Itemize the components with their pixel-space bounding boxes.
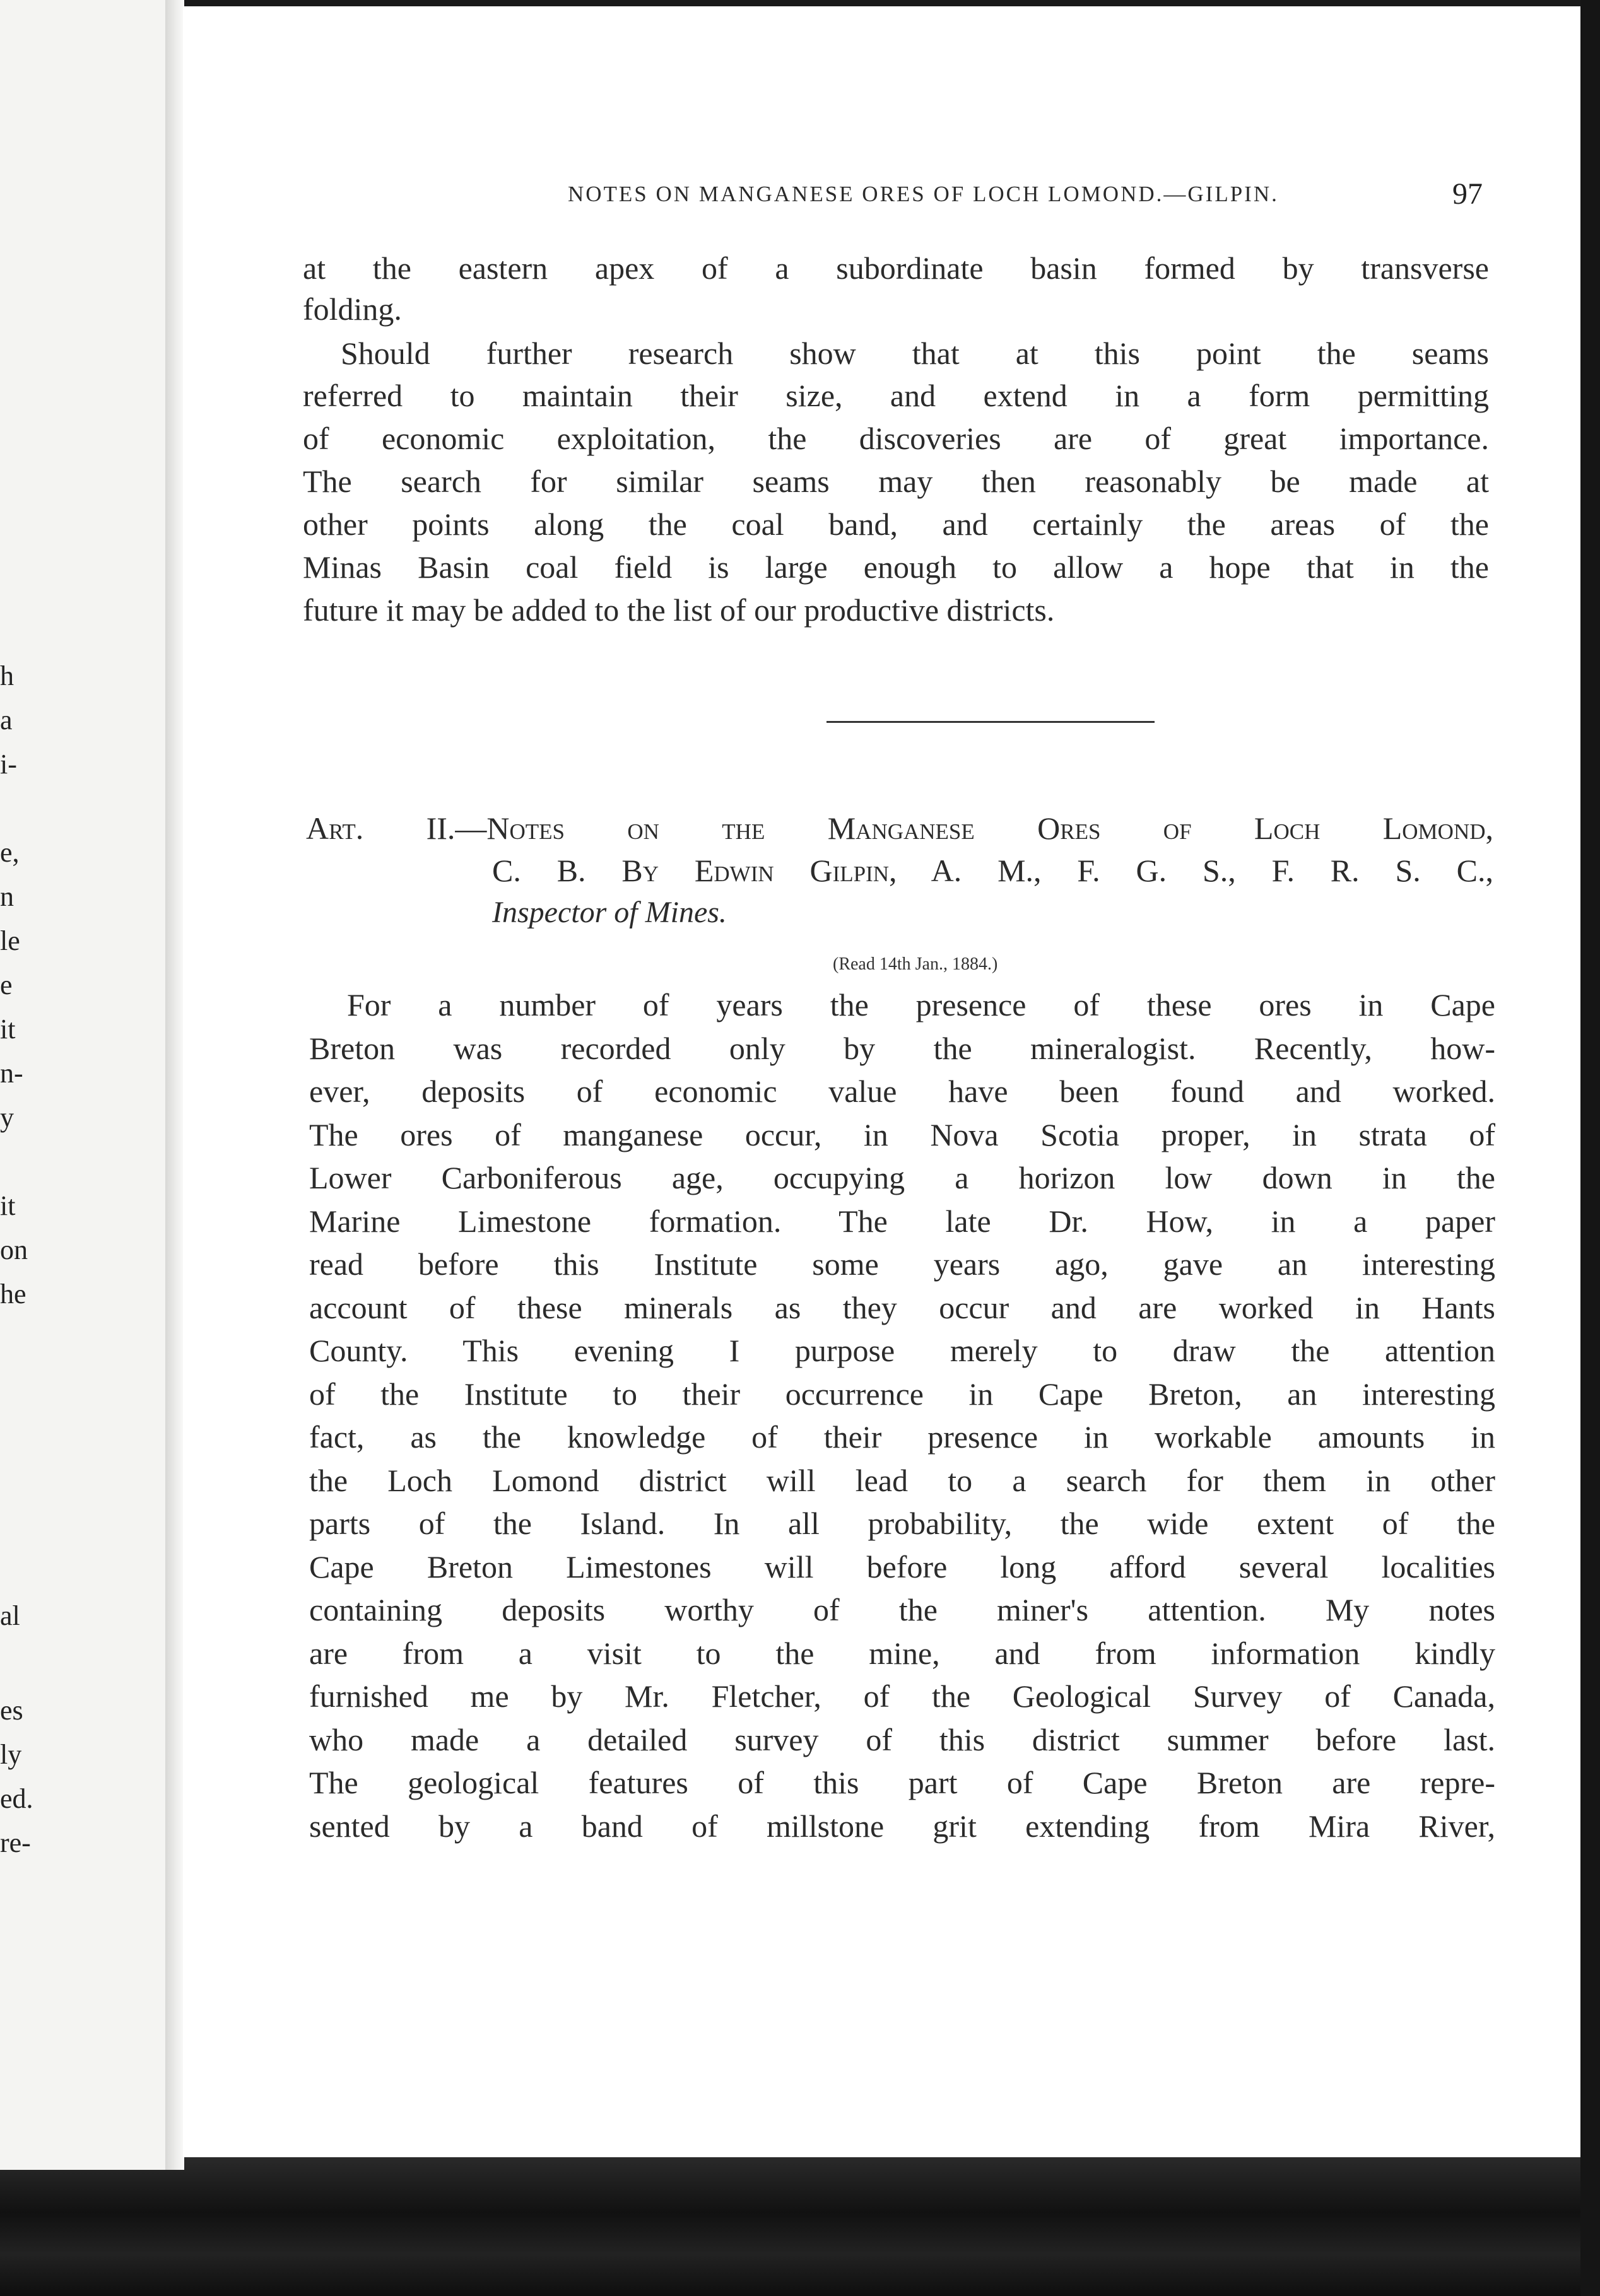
facing-page-fragment: h xyxy=(0,660,14,691)
text-line: containing deposits worthy of the miner's attention. My notes xyxy=(309,1592,1495,1627)
text-line: County. This evening I purpose merely to draw the attention xyxy=(309,1333,1495,1368)
text-line: fact, as the knowledge of their presence in workable amounts in xyxy=(309,1419,1495,1455)
text-line: other points along the coal band, and certainly the areas of the xyxy=(303,507,1489,542)
section-divider-rule xyxy=(826,721,1155,723)
page-number: 97 xyxy=(1452,177,1483,211)
facing-page-fragment: re- xyxy=(0,1827,31,1858)
facing-page-fragment: e, xyxy=(0,837,20,868)
facing-page-fragment: al xyxy=(0,1600,20,1631)
facing-page-fragment: es xyxy=(0,1695,23,1726)
text-line: referred to maintain their size, and extend in a form permitting xyxy=(303,378,1489,413)
text-line: Should further research show that at this point the seams xyxy=(341,336,1489,371)
facing-page-fragment: it xyxy=(0,1014,16,1045)
scan-background-right xyxy=(1580,0,1600,2296)
text-line: of the Institute to their occurrence in Cape Breton, an interesting xyxy=(309,1376,1495,1412)
facing-page-fragment: e xyxy=(0,969,13,1000)
facing-page-fragment: ed. xyxy=(0,1783,33,1814)
text-line: Minas Basin coal field is large enough to allow a hope that in the xyxy=(303,549,1489,585)
facing-page-fragment: le xyxy=(0,925,20,956)
text-line: parts of the Island. In all probability, the wide extent of the xyxy=(309,1506,1495,1541)
text-line: Marine Limestone formation. The late Dr. How, in a paper xyxy=(309,1204,1495,1239)
author-role: Inspector of Mines. xyxy=(492,896,727,929)
facing-page-fragment: y xyxy=(0,1102,14,1133)
facing-page-fragment: n- xyxy=(0,1058,23,1089)
text-line: the Loch Lomond district will lead to a search for them in other xyxy=(309,1463,1495,1498)
text-line: are from a visit to the mine, and from information kindly xyxy=(309,1636,1495,1671)
facing-page-fragment: a xyxy=(0,705,13,735)
facing-page-fragment: n xyxy=(0,881,14,912)
book-page xyxy=(183,6,1580,2157)
text-line: future it may be added to the list of our productive districts. xyxy=(303,592,1055,628)
facing-page-fragment: it xyxy=(0,1190,16,1221)
facing-page-fragment: i- xyxy=(0,749,17,780)
text-line: Breton was recorded only by the mineralogist. Recently, how- xyxy=(309,1031,1495,1066)
page-gutter xyxy=(165,0,184,2170)
text-line: folding. xyxy=(303,291,402,327)
text-line: The ores of manganese occur, in Nova Scotia proper, in strata of xyxy=(309,1117,1495,1152)
facing-page-edge xyxy=(0,0,167,2170)
text-line: read before this Institute some years ago, gave an interesting xyxy=(309,1246,1495,1282)
text-line: at the eastern apex of a subordinate basin formed by transverse xyxy=(303,250,1489,286)
facing-page-fragment: on xyxy=(0,1234,28,1265)
text-line: For a number of years the presence of these ores in Cape xyxy=(347,987,1495,1022)
text-line: The search for similar seams may then reasonably be made at xyxy=(303,464,1489,499)
text-line: Lower Carboniferous age, occupying a horizon low down in the xyxy=(309,1160,1495,1195)
facing-page-fragment: he xyxy=(0,1279,26,1309)
scan-background-bottom xyxy=(0,2157,1600,2296)
text-line: ever, deposits of economic value have been found and worked. xyxy=(309,1074,1495,1109)
facing-page-fragment: ly xyxy=(0,1739,22,1770)
article-title-line: C. B. By Edwin Gilpin, A. M., F. G. S., F. R. S. C., xyxy=(492,853,1493,888)
text-line: who made a detailed survey of this district summer before last. xyxy=(309,1722,1495,1757)
text-line: sented by a band of millstone grit extending from Mira River, xyxy=(309,1808,1495,1844)
text-line: furnished me by Mr. Fletcher, of the Geological Survey of Canada, xyxy=(309,1678,1495,1714)
text-line: Cape Breton Limestones will before long afford several localities xyxy=(309,1549,1495,1584)
running-head: NOTES ON MANGANESE ORES OF LOCH LOMOND.—GILPIN. xyxy=(568,182,1279,206)
article-title-line: Art. II.—Notes on the Manganese Ores of Loch Lomond, xyxy=(306,811,1493,846)
text-line: of economic exploitation, the discoveries are of great importance. xyxy=(303,421,1489,456)
text-line: account of these minerals as they occur and are worked in Hants xyxy=(309,1290,1495,1325)
read-date-note: (Read 14th Jan., 1884.) xyxy=(833,954,998,974)
text-line: The geological features of this part of Cape Breton are repre- xyxy=(309,1765,1495,1800)
